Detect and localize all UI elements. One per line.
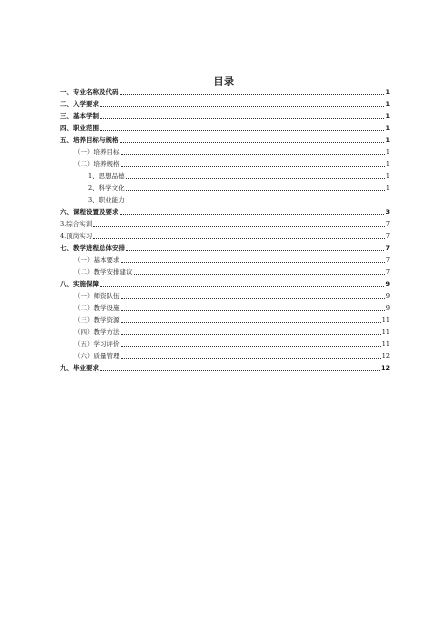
toc-entry-label: （五）学习评价 [74, 340, 120, 348]
toc-entry[interactable] [60, 314, 390, 326]
dot-leader [121, 154, 385, 155]
toc-entry[interactable] [60, 146, 390, 158]
dot-leader [121, 310, 385, 311]
toc-entry-page: 7 [385, 232, 390, 240]
dot-leader [121, 262, 385, 263]
toc-entry-label: （三）教学资源 [74, 316, 120, 324]
toc-entry-label: （一）师资队伍 [74, 292, 120, 300]
dot-leader [100, 130, 384, 131]
toc-entry[interactable] [60, 254, 390, 266]
dot-leader [100, 286, 384, 287]
toc-entry-label: 一、专业名称及代码 [60, 88, 119, 96]
toc-entry-page: 11 [381, 316, 390, 324]
toc-entry-page: 7 [385, 256, 390, 264]
toc-entry-label: （二）教学安排建议 [74, 268, 133, 276]
dot-leader [121, 166, 385, 167]
toc-entry[interactable] [60, 326, 390, 338]
toc-entry[interactable] [60, 122, 390, 134]
toc-title: 目录 [213, 77, 235, 88]
toc-entry-label: （二）教学设施 [74, 304, 120, 312]
toc-entry-label: 二、入学要求 [60, 100, 99, 108]
toc-entry-page: 12 [380, 364, 390, 372]
toc-entry[interactable] [60, 242, 390, 254]
toc-entry-label: 3.综合实训 [60, 220, 93, 228]
toc-entry-page: 1 [385, 88, 390, 96]
dot-leader [120, 94, 385, 95]
toc-entry-label: 三、基本学制 [60, 112, 99, 120]
toc-entry-page: 9 [385, 280, 390, 288]
toc-entry[interactable] [60, 206, 390, 218]
toc-entry[interactable] [60, 110, 390, 122]
toc-entry[interactable] [60, 98, 390, 110]
toc-entry-label: 4.顶岗实习 [60, 232, 93, 240]
toc-entry-page: 1 [385, 112, 390, 120]
dot-leader [120, 214, 385, 215]
toc-entry[interactable] [60, 266, 390, 278]
dot-leader [93, 238, 385, 239]
toc-entry[interactable] [60, 86, 390, 98]
toc-entry-label: 八、实施保障 [60, 280, 99, 288]
dot-leader [100, 106, 384, 107]
toc-entry-page: 1 [385, 124, 390, 132]
toc-entry-label: 2、科学文化 [88, 184, 125, 192]
toc-entry[interactable] [60, 134, 390, 146]
dot-leader [126, 250, 384, 251]
dot-leader [121, 346, 381, 347]
toc-entry[interactable] [60, 278, 390, 290]
toc-entry-page: 7 [385, 268, 390, 276]
toc-entry-label: （四）教学方法 [74, 328, 120, 336]
dot-leader [134, 274, 385, 275]
toc-entry-page: 9 [385, 292, 390, 300]
toc-entry-page: 1 [385, 136, 390, 144]
toc-entry-label: （一）培养目标 [74, 148, 120, 156]
toc-entry-label: 六、课程设置及要求 [60, 208, 119, 216]
toc-entry-page: 7 [385, 220, 390, 228]
dot-leader [121, 298, 385, 299]
toc-entry-label: 五、培养目标与规格 [60, 136, 119, 144]
toc-entry-label: 3、职业能力 [88, 196, 125, 204]
dot-leader [121, 322, 381, 323]
toc-entry-label: 九、毕业要求 [60, 364, 99, 372]
dot-leader [93, 226, 385, 227]
toc-entry-label: 七、教学进程总体安排 [60, 244, 125, 252]
toc-entry-page: 1 [385, 172, 390, 180]
toc-entry-label: 1、思想品德 [88, 172, 125, 180]
toc-entry-page: 12 [381, 352, 390, 360]
toc-entry-label: （六）质量管理 [74, 352, 120, 360]
dot-leader [121, 358, 381, 359]
dot-leader [126, 178, 385, 179]
toc-entry[interactable] [60, 218, 390, 230]
toc-entry[interactable] [60, 158, 390, 170]
toc-entry[interactable] [60, 230, 390, 242]
toc-entry-label: （一）基本要求 [74, 256, 120, 264]
toc-entry[interactable] [60, 302, 390, 314]
dot-leader [100, 370, 380, 371]
dot-leader [100, 118, 384, 119]
toc-entry-page: 1 [385, 184, 390, 192]
toc-entry-label: （二）培养规格 [74, 160, 120, 168]
toc-entry-page: 7 [385, 244, 390, 252]
toc-entry-page: 1 [385, 148, 390, 156]
toc-entry-page: 11 [381, 328, 390, 336]
toc-entry[interactable] [60, 194, 390, 206]
toc-entry[interactable] [60, 290, 390, 302]
toc-entry-page: 1 [385, 100, 390, 108]
table-of-contents [60, 86, 390, 374]
toc-entry-label: 四、职业范围 [60, 124, 99, 132]
toc-entry[interactable] [60, 182, 390, 194]
toc-entry-page: 11 [381, 340, 390, 348]
dot-leader [120, 142, 385, 143]
dot-leader [126, 190, 385, 191]
toc-entry[interactable] [60, 170, 390, 182]
toc-entry[interactable] [60, 338, 390, 350]
toc-entry-page: 9 [385, 304, 390, 312]
toc-entry-page: 3 [385, 208, 390, 216]
toc-entry-page: 1 [385, 160, 390, 168]
dot-leader [121, 334, 381, 335]
toc-entry[interactable] [60, 350, 390, 362]
toc-entry[interactable] [60, 362, 390, 374]
